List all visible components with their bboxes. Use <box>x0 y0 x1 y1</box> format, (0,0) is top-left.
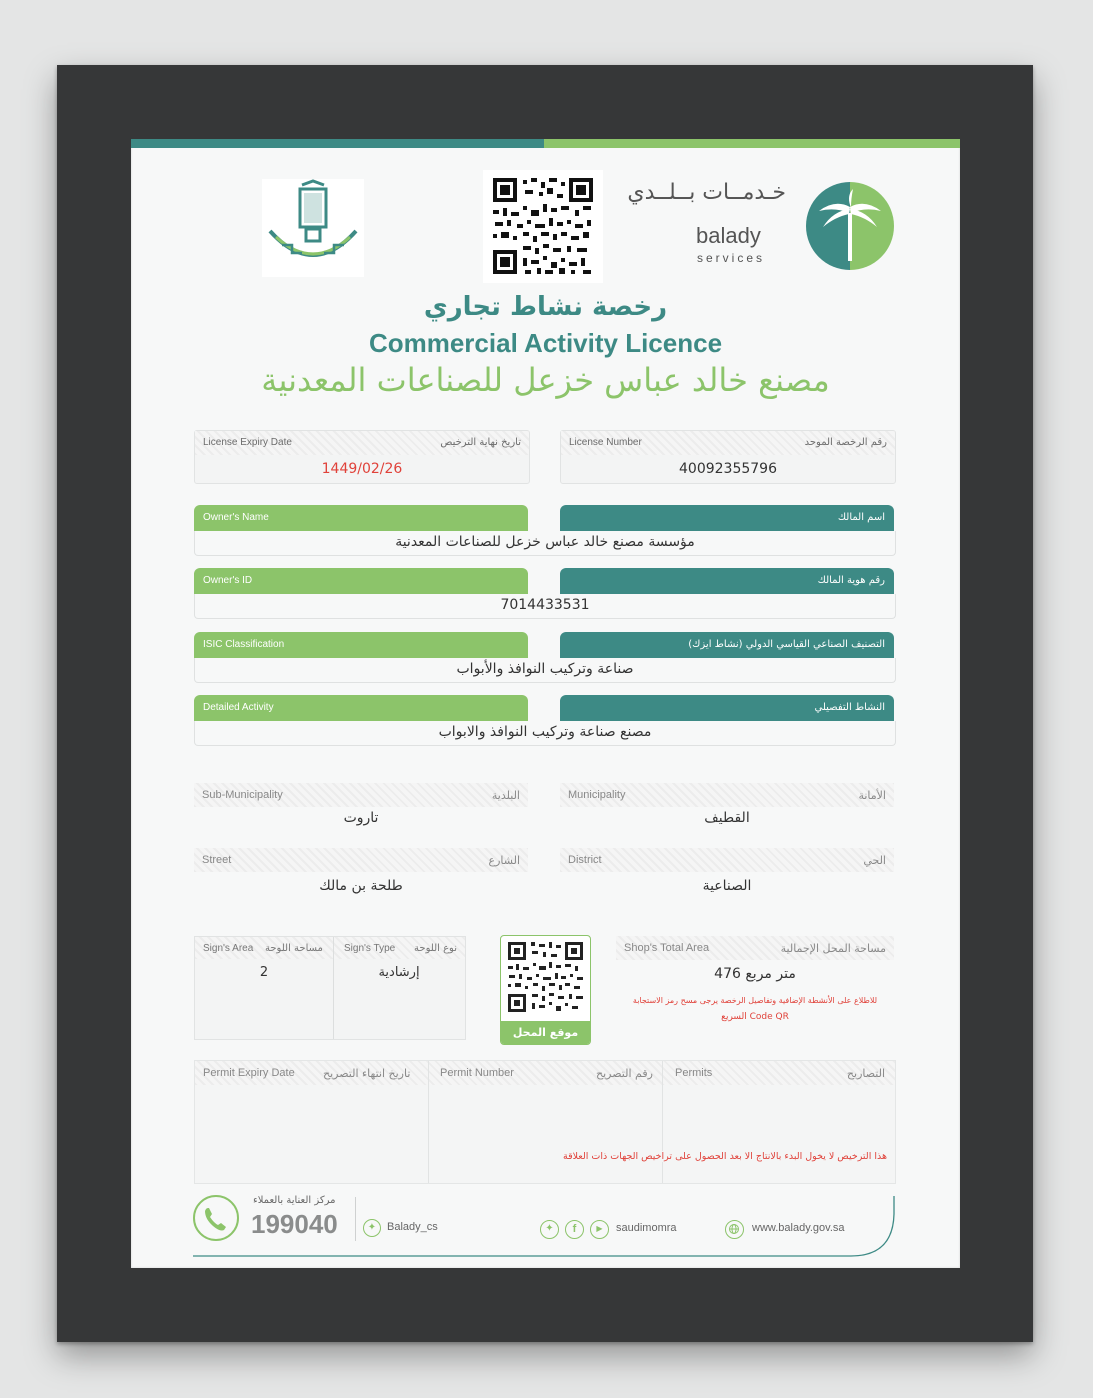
sign-type-label-ar: نوع اللوحة <box>414 943 457 954</box>
sign-type-value: إرشادية <box>378 965 420 980</box>
balady-services-wordmark: services <box>697 251 766 265</box>
owner-id-label-en: Owner's ID <box>203 575 253 586</box>
permit-number-label-ar: رقم التصريح <box>596 1067 653 1080</box>
license-number-label-en: License Number <box>569 437 642 448</box>
street-label-en: Street <box>202 854 232 866</box>
license-number-field <box>560 430 896 484</box>
twitter-handle[interactable]: Balady_cs <box>387 1221 438 1233</box>
district-label-ar: الحي <box>863 854 886 867</box>
detailed-activity-label-en: Detailed Activity <box>203 702 274 713</box>
phone-icon[interactable] <box>193 1195 239 1241</box>
license-expiry-field <box>194 430 530 484</box>
owner-name-label-en: Owner's Name <box>203 512 269 523</box>
isic-value: صناعة وتركيب النوافذ والأبواب <box>194 658 896 683</box>
shop-location-label: موقع المحل <box>501 1021 590 1044</box>
sign-area-value: 2 <box>259 965 269 980</box>
sub-municipality-header <box>194 783 528 807</box>
youtube-icon[interactable]: ▶ <box>590 1220 609 1239</box>
social-handle[interactable]: saudimomra <box>616 1222 677 1234</box>
shop-location-qr-card[interactable] <box>500 935 591 1045</box>
facebook-icon[interactable]: f <box>565 1220 584 1239</box>
municipality-emblem-logo <box>262 179 364 277</box>
footer-separator <box>355 1197 356 1241</box>
license-document <box>131 139 960 1268</box>
isic-label-ar: التصنيف الصناعي القياسي الدولي (نشاط ايزك) <box>688 639 885 650</box>
social-twitter-icon[interactable]: ✦ <box>540 1220 559 1239</box>
license-expiry-label-ar: تاريخ نهاية الترخيص <box>440 437 521 448</box>
license-qr-code[interactable] <box>483 170 603 283</box>
sign-area-label-en: Sign's Area <box>203 943 254 954</box>
street-header <box>194 848 528 872</box>
permit-expiry-label-ar: تاريخ انتهاء التصريح <box>323 1067 411 1080</box>
balady-arabic-wordmark: خـدمــات بــلــدي <box>627 180 786 205</box>
twitter-icon[interactable]: ✦ <box>363 1219 381 1237</box>
license-number-value: 40092355796 <box>679 461 777 477</box>
license-expiry-label-en: License Expiry Date <box>203 437 292 448</box>
municipality-label-ar: الأمانة <box>858 789 886 802</box>
permits-table <box>194 1060 896 1184</box>
license-title-arabic: رخصة نشاط تجاري <box>423 292 668 322</box>
license-title-english: Commercial Activity Licence <box>368 328 723 358</box>
sign-box <box>194 936 466 1040</box>
sub-municipality-value: تاروت <box>343 810 379 826</box>
shop-area-header <box>616 936 894 960</box>
sub-municipality-label-en: Sub-Municipality <box>202 789 283 801</box>
owner-name-value: مؤسسة مصنع خالد عباس خزعل للصناعات المعدنية <box>194 531 896 556</box>
municipality-header <box>560 783 894 807</box>
isic-band-ar <box>560 632 894 658</box>
care-center-label: مركز العناية بالعملاء <box>253 1195 336 1206</box>
website-link[interactable]: www.balady.gov.sa <box>752 1222 845 1234</box>
palm-tree-icon <box>805 181 895 271</box>
district-value: الصناعية <box>702 878 752 894</box>
license-number-label-ar: رقم الرخصة الموحد <box>804 437 887 448</box>
street-value: طلحة بن مالك <box>319 878 403 894</box>
globe-icon[interactable] <box>725 1220 744 1239</box>
permit-expiry-label-en: Permit Expiry Date <box>203 1067 295 1079</box>
permits-label-en: Permits <box>675 1067 713 1079</box>
municipality-label-en: Municipality <box>568 789 626 801</box>
owner-name-band-en <box>194 505 528 531</box>
detailed-activity-band-ar <box>560 695 894 721</box>
municipality-value: القطيف <box>704 810 750 826</box>
owner-id-value: 7014433531 <box>194 594 896 619</box>
permits-notice: هذا الترخيص لا يخول البدء بالانتاج الا بعد الحصول على تراخيص الجهات ذات العلاقة <box>562 1151 887 1162</box>
sign-area-label-ar: مساحة اللوحة <box>265 943 323 954</box>
detailed-activity-value: مصنع صناعة وتركيب النوافذ والابواب <box>194 721 896 746</box>
owner-id-label-ar: رقم هوية المالك <box>817 575 885 586</box>
qr-note-line1: للاطلاع على الأنشطة الإضافية وتفاصيل الرخصة يرجى مسح رمز الاستجابة <box>632 996 878 1005</box>
detailed-activity-label-ar: النشاط التفصيلي <box>814 702 885 713</box>
owner-id-band-en <box>194 568 528 594</box>
district-header <box>560 848 894 872</box>
owner-name-band-ar <box>560 505 894 531</box>
district-label-en: District <box>568 854 602 866</box>
establishment-name: مصنع خالد عباس خزعل للصناعات المعدنية <box>261 361 830 399</box>
top-color-bar <box>131 139 960 148</box>
permits-label-ar: التصاريح <box>846 1067 885 1080</box>
balady-english-wordmark: balady <box>696 223 761 248</box>
permit-number-label-en: Permit Number <box>440 1067 514 1079</box>
isic-label-en: ISIC Classification <box>203 639 285 650</box>
shop-area-value: 476 متر مربع <box>714 966 796 982</box>
detailed-activity-band-en <box>194 695 528 721</box>
shop-area-label-en: Shop's Total Area <box>624 942 710 954</box>
owner-name-label-ar: اسم المالك <box>837 512 885 523</box>
balady-services-logo <box>627 179 901 271</box>
license-expiry-value: 1449/02/26 <box>321 461 403 477</box>
isic-band-en <box>194 632 528 658</box>
sub-municipality-label-ar: البلدية <box>491 789 520 802</box>
qr-note-line2: السريع Code QR <box>721 1012 789 1022</box>
sign-type-label-en: Sign's Type <box>344 943 396 954</box>
owner-id-band-ar <box>560 568 894 594</box>
care-center-phone[interactable]: 199040 <box>251 1209 338 1239</box>
shop-area-label-ar: مساحة المحل الإجمالية <box>780 942 886 955</box>
street-label-ar: الشارع <box>488 854 520 867</box>
